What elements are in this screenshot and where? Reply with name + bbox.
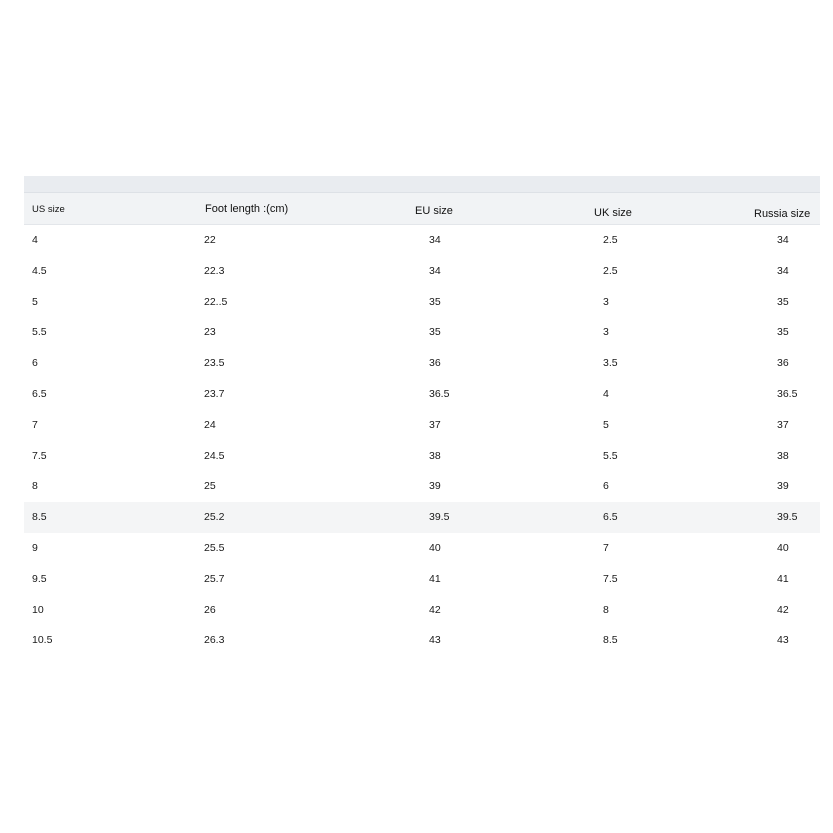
cell-uk-size: 8	[603, 603, 609, 616]
cell-foot-length: 25.7	[204, 572, 225, 585]
cell-eu-size: 39	[429, 480, 441, 493]
table-row	[24, 287, 820, 318]
cell-uk-size: 6	[603, 480, 609, 493]
cell-us-size: 10.5	[32, 634, 53, 647]
cell-eu-size: 34	[429, 234, 441, 246]
cell-foot-length: 23.5	[204, 357, 225, 370]
cell-russia-size: 40	[777, 541, 789, 554]
cell-uk-size: 2.5	[603, 264, 618, 277]
cell-uk-size: 3	[603, 326, 609, 339]
cell-foot-length: 24.5	[204, 449, 225, 462]
cell-uk-size: 7	[603, 541, 609, 554]
cell-russia-size: 42	[777, 603, 789, 616]
table-body	[24, 225, 820, 656]
cell-eu-size: 40	[429, 541, 441, 554]
cell-uk-size: 2.5	[603, 234, 618, 246]
table-row	[24, 441, 820, 472]
table-row	[24, 595, 820, 626]
cell-us-size: 10	[32, 603, 44, 616]
table-header-row	[24, 193, 820, 225]
cell-eu-size: 38	[429, 449, 441, 462]
cell-uk-size: 7.5	[603, 572, 618, 585]
cell-us-size: 6.5	[32, 387, 47, 400]
cell-uk-size: 6.5	[603, 511, 618, 524]
table-row	[24, 564, 820, 595]
cell-russia-size: 36.5	[777, 387, 798, 400]
cell-us-size: 4	[32, 234, 38, 246]
cell-us-size: 6	[32, 357, 38, 370]
cell-uk-size: 4	[603, 387, 609, 400]
table-row	[24, 379, 820, 410]
cell-us-size: 7.5	[32, 449, 47, 462]
table-row	[24, 225, 820, 256]
cell-eu-size: 36.5	[429, 387, 450, 400]
cell-foot-length: 26.3	[204, 634, 225, 647]
header-russia-size: Russia size	[754, 208, 811, 220]
cell-russia-size: 38	[777, 449, 789, 462]
cell-russia-size: 35	[777, 326, 789, 339]
table-row	[24, 348, 820, 379]
cell-foot-length: 26	[204, 603, 216, 616]
cell-eu-size: 42	[429, 603, 441, 616]
cell-foot-length: 25.5	[204, 541, 225, 554]
cell-russia-size: 34	[777, 234, 789, 246]
cell-uk-size: 8.5	[603, 634, 618, 647]
cell-eu-size: 41	[429, 572, 441, 585]
header-uk-size: UK size	[594, 207, 632, 219]
cell-us-size: 8.5	[32, 511, 47, 524]
cell-us-size: 8	[32, 480, 38, 493]
cell-uk-size: 3	[603, 295, 609, 308]
cell-russia-size: 36	[777, 357, 789, 370]
cell-russia-size: 43	[777, 634, 789, 647]
cell-uk-size: 3.5	[603, 357, 618, 370]
cell-russia-size: 39.5	[777, 511, 798, 524]
cell-foot-length: 22..5	[204, 295, 228, 308]
cell-eu-size: 36	[429, 357, 441, 370]
table-row	[24, 625, 820, 656]
cell-russia-size: 39	[777, 480, 789, 493]
cell-us-size: 4.5	[32, 264, 47, 277]
cell-us-size: 5.5	[32, 326, 47, 339]
table-row	[24, 502, 820, 533]
size-chart-table	[24, 176, 820, 656]
cell-eu-size: 34	[429, 264, 441, 277]
table-top-band	[24, 176, 820, 193]
cell-us-size: 9	[32, 541, 38, 554]
cell-russia-size: 35	[777, 295, 789, 308]
cell-uk-size: 5	[603, 418, 609, 431]
cell-foot-length: 22.3	[204, 264, 225, 277]
cell-russia-size: 41	[777, 572, 789, 585]
cell-eu-size: 35	[429, 326, 441, 339]
header-us-size: US size	[32, 204, 65, 215]
cell-us-size: 7	[32, 418, 38, 431]
cell-foot-length: 23	[204, 326, 216, 339]
cell-russia-size: 37	[777, 418, 789, 431]
table-row	[24, 533, 820, 564]
header-eu-size: EU size	[415, 205, 453, 217]
cell-eu-size: 43	[429, 634, 441, 647]
cell-foot-length: 22	[204, 234, 216, 246]
cell-foot-length: 23.7	[204, 387, 225, 400]
table-row	[24, 317, 820, 348]
cell-us-size: 5	[32, 295, 38, 308]
cell-foot-length: 24	[204, 418, 216, 431]
cell-eu-size: 37	[429, 418, 441, 431]
cell-eu-size: 35	[429, 295, 441, 308]
cell-russia-size: 34	[777, 264, 789, 277]
table-row	[24, 410, 820, 441]
cell-eu-size: 39.5	[429, 511, 450, 524]
cell-foot-length: 25.2	[204, 511, 225, 524]
cell-uk-size: 5.5	[603, 449, 618, 462]
header-foot-length: Foot length :(cm)	[205, 203, 289, 215]
table-row	[24, 471, 820, 502]
cell-foot-length: 25	[204, 480, 216, 493]
cell-us-size: 9.5	[32, 572, 47, 585]
table-row	[24, 256, 820, 287]
